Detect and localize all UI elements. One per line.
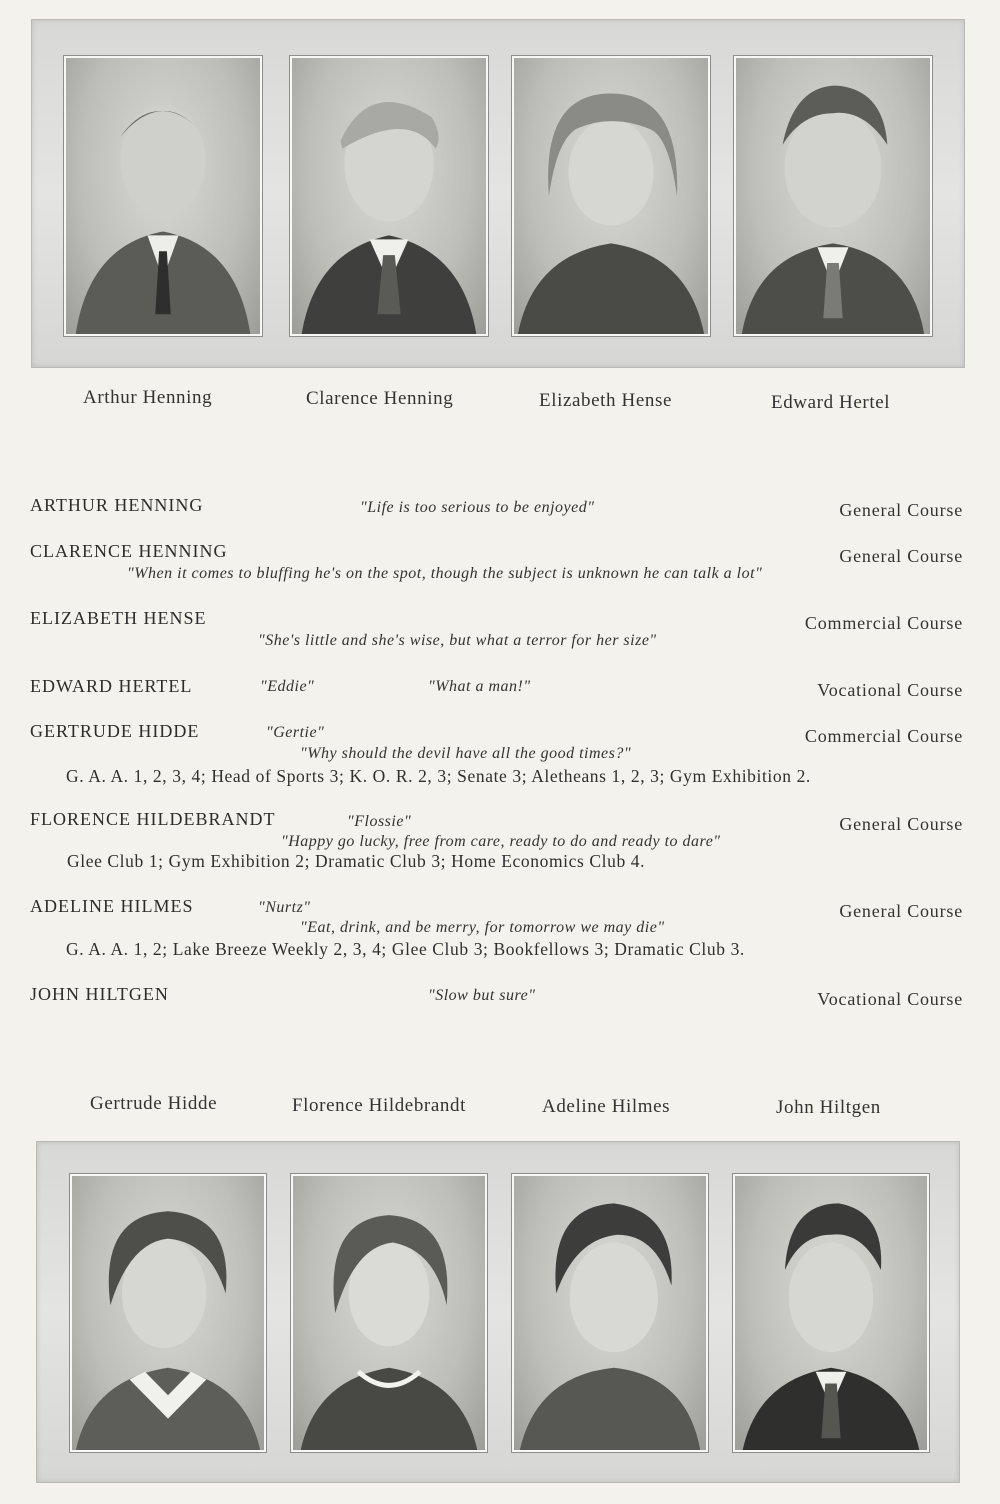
- entry-quote: "When it comes to bluffing he's on the spot, though the subject is unknown he can talk a lot": [127, 565, 763, 582]
- entry-quote: "Happy go lucky, free from care, ready to do and ready to dare": [281, 833, 721, 850]
- entry-activities: Glee Club 1; Gym Exhibition 2; Dramatic Club 3; Home Economics Club 4.: [67, 851, 646, 871]
- caption-elizabeth-hense: Elizabeth Hense: [539, 390, 672, 411]
- entry-quote: "Why should the devil have all the good times?": [300, 745, 632, 762]
- portrait-clarence-henning: [290, 56, 488, 336]
- portrait-florence-hildebrandt: [291, 1174, 487, 1452]
- entry-course: Commercial Course: [804, 726, 963, 746]
- entry-course: Commercial Course: [804, 613, 963, 633]
- entry-activities: G. A. A. 1, 2, 3, 4; Head of Sports 3; K. O. R. 2, 3; Senate 3; Aletheans 1, 2, 3; Gym Exhibition 2.: [66, 766, 811, 786]
- entry-name: CLARENCE HENNING: [30, 541, 228, 561]
- entry-quote: "What a man!": [428, 678, 531, 695]
- entry-course: General Course: [839, 546, 963, 566]
- entry-name: JOHN HILTGEN: [30, 984, 169, 1004]
- caption-adeline-hilmes: Adeline Hilmes: [542, 1096, 671, 1117]
- portrait-john-hiltgen: [733, 1174, 929, 1452]
- entry-name: EDWARD HERTEL: [30, 676, 193, 696]
- entry-course: General Course: [839, 814, 963, 834]
- entry-course: General Course: [839, 500, 963, 520]
- entry-course: Vocational Course: [817, 680, 963, 700]
- caption-gertrude-hidde: Gertrude Hidde: [90, 1093, 218, 1114]
- entry-name: ARTHUR HENNING: [30, 495, 204, 515]
- caption-arthur-henning: Arthur Henning: [83, 387, 213, 408]
- caption-florence-hildebrandt: Florence Hildebrandt: [292, 1095, 466, 1116]
- entry-nickname: "Eddie": [260, 678, 315, 695]
- portrait-adeline-hilmes: [512, 1174, 708, 1452]
- entry-nickname: "Flossie": [347, 813, 412, 830]
- entry-nickname: "Gertie": [266, 724, 325, 741]
- portrait-edward-hertel: [734, 56, 932, 336]
- portrait-arthur-henning: [64, 56, 262, 336]
- entry-name: GERTRUDE HIDDE: [30, 721, 200, 741]
- entry-activities: G. A. A. 1, 2; Lake Breeze Weekly 2, 3, 4; Glee Club 3; Bookfellows 3; Dramatic Club 3.: [66, 939, 745, 959]
- top-photo-panel: [31, 19, 965, 368]
- entry-course: Vocational Course: [817, 989, 963, 1009]
- entry-quote: "Life is too serious to be enjoyed": [360, 499, 595, 516]
- entry-quote: "She's little and she's wise, but what a terror for her size": [258, 632, 657, 649]
- entry-nickname: "Nurtz": [258, 899, 311, 916]
- caption-clarence-henning: Clarence Henning: [306, 388, 454, 409]
- bottom-photo-panel: [36, 1141, 960, 1483]
- entry-course: General Course: [839, 901, 963, 921]
- caption-john-hiltgen: John Hiltgen: [776, 1097, 881, 1118]
- entry-name: ADELINE HILMES: [30, 896, 194, 916]
- entry-quote: "Eat, drink, and be merry, for tomorrow we may die": [300, 919, 665, 936]
- entry-name: ELIZABETH HENSE: [30, 608, 207, 628]
- entry-name: FLORENCE HILDEBRANDT: [30, 809, 276, 829]
- caption-edward-hertel: Edward Hertel: [771, 392, 891, 413]
- portrait-gertrude-hidde: [70, 1174, 266, 1452]
- portrait-elizabeth-hense: [512, 56, 710, 336]
- entry-quote: "Slow but sure": [428, 987, 536, 1004]
